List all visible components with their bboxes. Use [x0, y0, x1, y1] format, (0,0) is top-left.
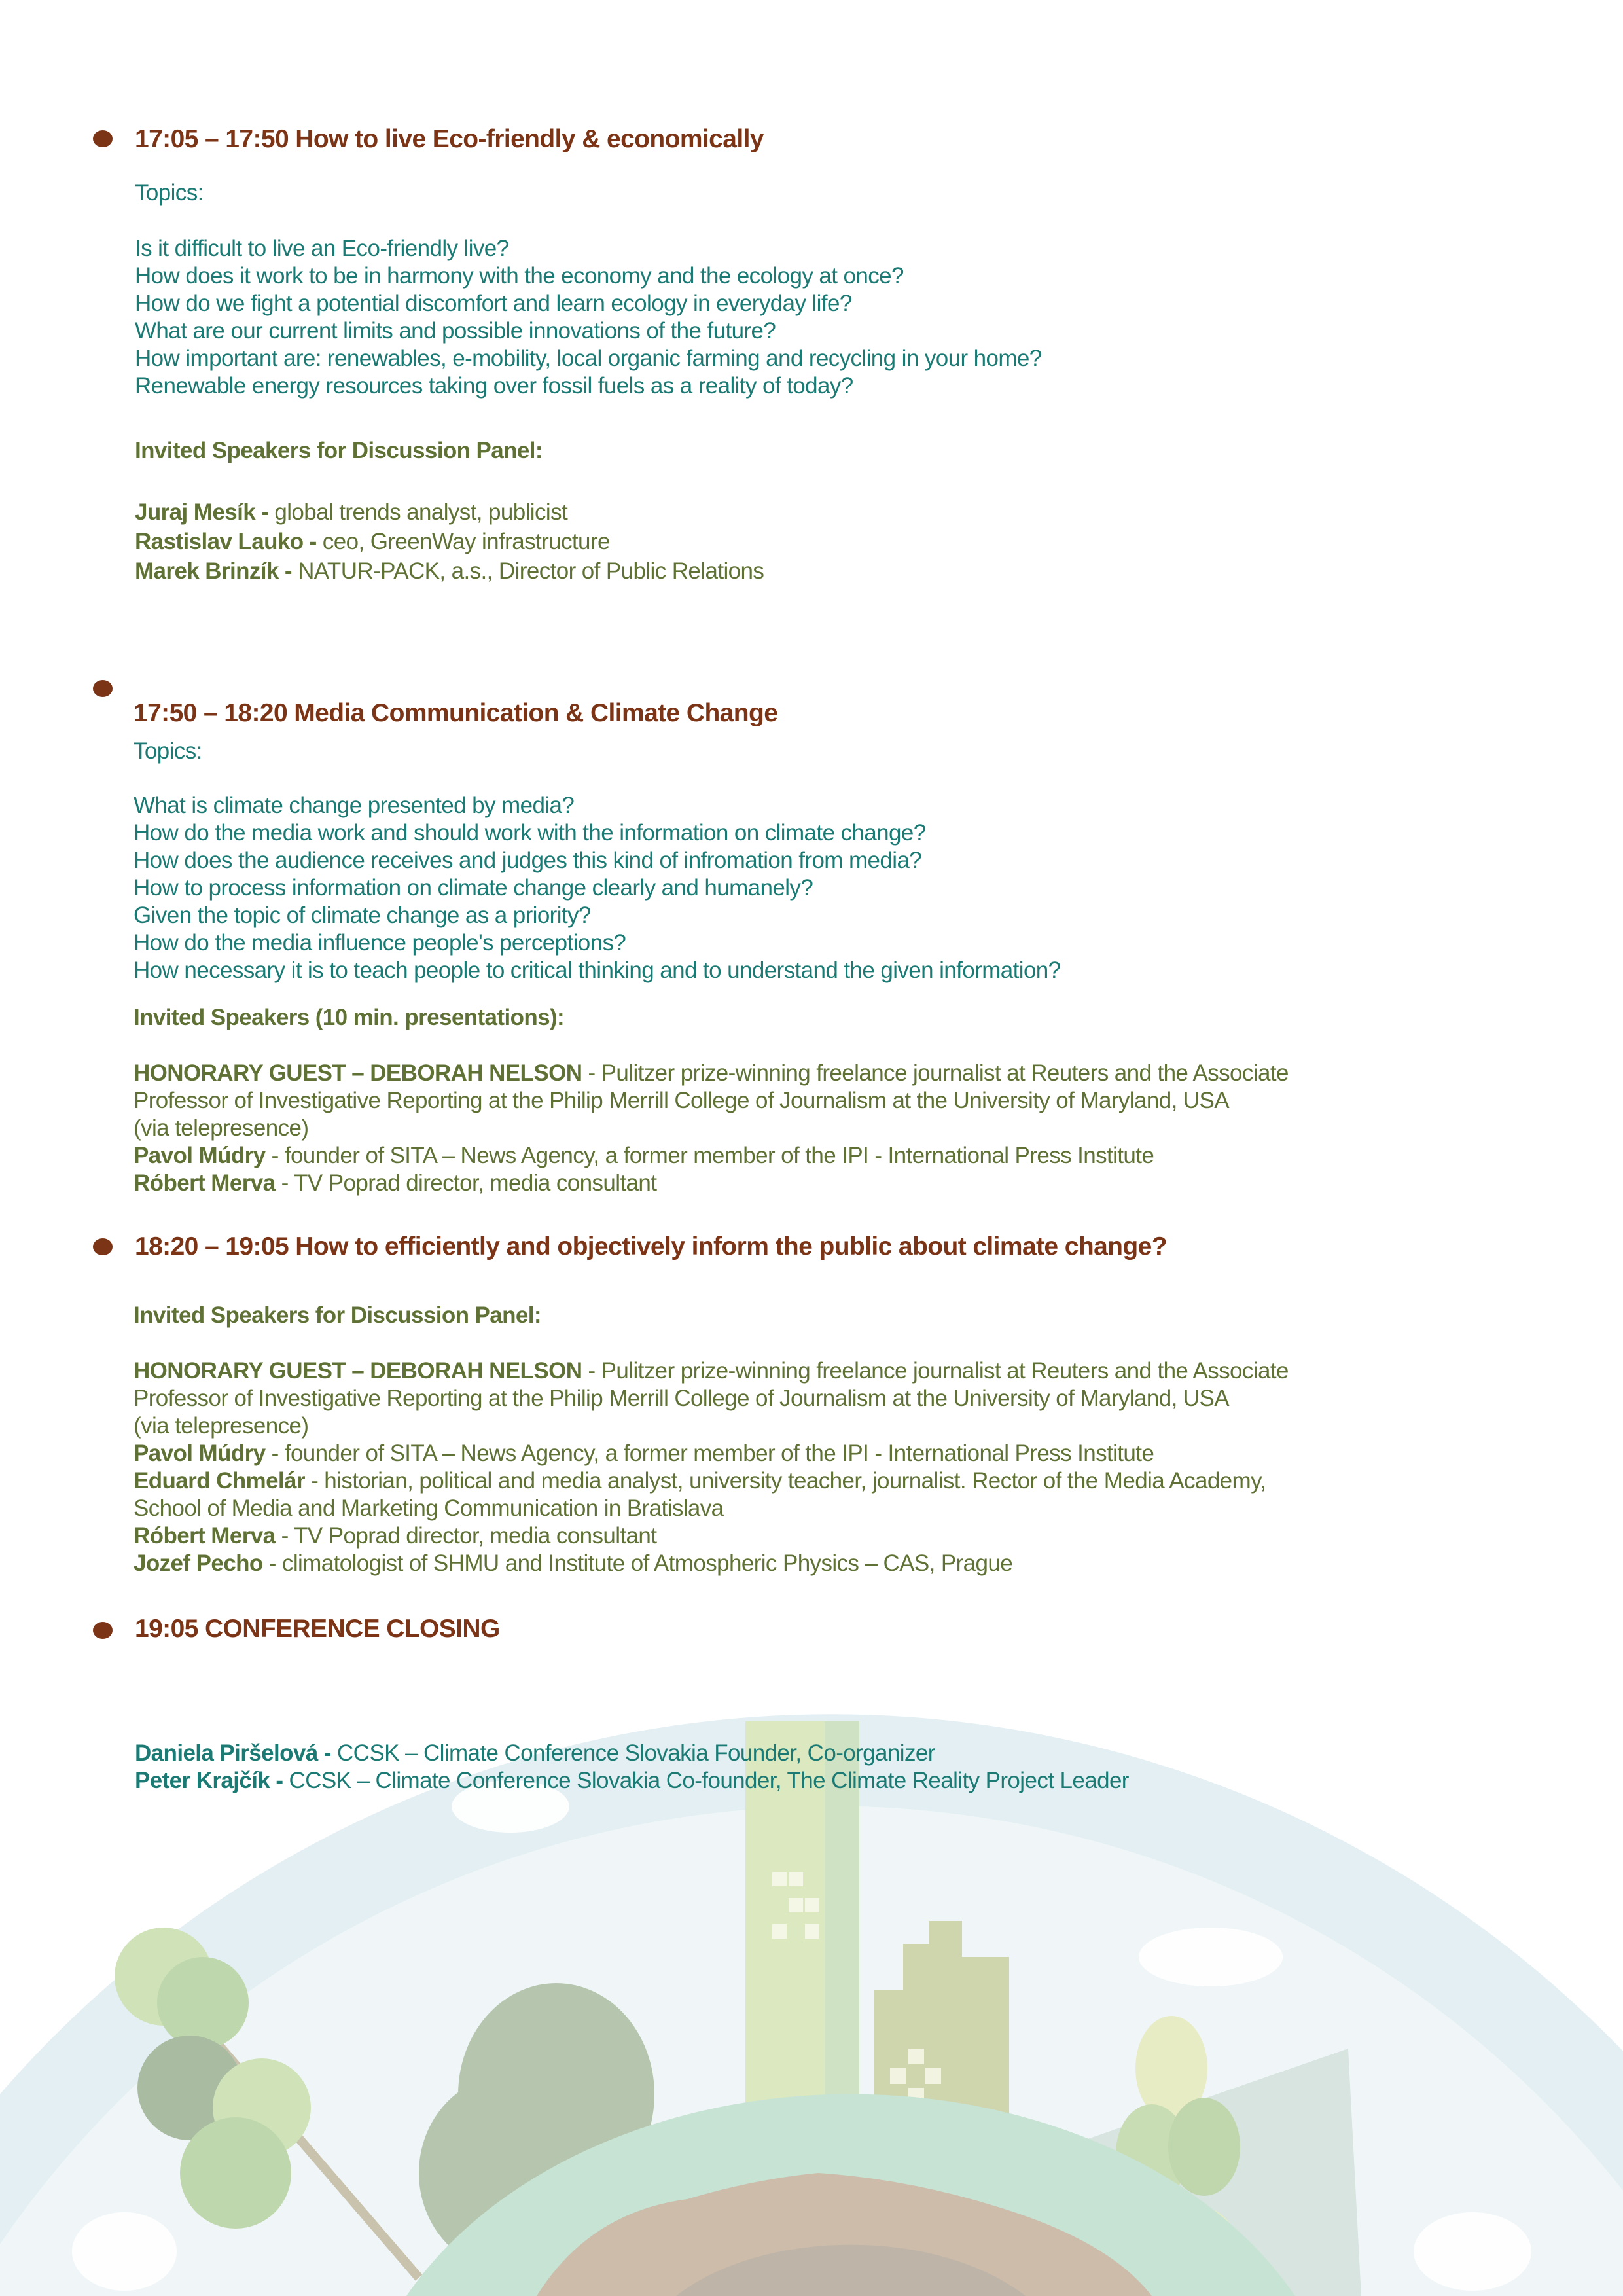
speaker-item: [134, 1550, 1289, 1577]
speaker-name: Peter Krajčík -: [135, 1768, 283, 1793]
speaker-desc: CCSK – Climate Conference Slovakia Founder, Co-organizer: [330, 1740, 935, 1766]
speaker-item-cont: (via telepresence): [134, 1413, 309, 1439]
speaker-item: [134, 1467, 1289, 1495]
speakers-label: Invited Speakers for Discussion Panel:: [134, 1302, 541, 1328]
speaker-name: Daniela Piršelová -: [135, 1740, 331, 1766]
speaker-desc: - climatologist of SHMU and Institute of Atmospheric Physics – CAS, Prague: [262, 1551, 1013, 1576]
topic-item: How do the media work and should work with the information on climate change?: [134, 820, 926, 846]
speaker-item: [134, 1170, 1289, 1197]
speaker-item: [135, 497, 764, 527]
bullet-icon: [93, 1238, 113, 1255]
speaker-item-cont: Professor of Investigative Reporting at the Philip Merrill College of Journalism at the University of Maryland, USA: [134, 1088, 1229, 1113]
topics-list: [134, 792, 1061, 984]
speaker-item: [135, 556, 764, 586]
topic-item: What are our current limits and possible innovations of the future?: [135, 318, 776, 344]
speaker-name: Pavol Múdry: [134, 1441, 266, 1466]
speaker-desc: - founder of SITA – News Agency, a former member of the IPI - International Press Institute: [265, 1441, 1154, 1466]
speaker-desc: - Pulitzer prize-winning freelance journalist at Reuters and the Associate: [582, 1358, 1289, 1384]
topic-item: How does it work to be in harmony with the economy and the ecology at once?: [135, 263, 904, 289]
speaker-name: Marek Brinzík -: [135, 558, 292, 584]
topic-item: How necessary it is to teach people to critical thinking and to understand the given information?: [134, 958, 1061, 983]
topics-list: [135, 235, 1042, 400]
speaker-item: [134, 1142, 1289, 1170]
closing-speakers-list: [135, 1740, 1129, 1795]
topic-item: How to process information on climate change clearly and humanely?: [134, 875, 813, 901]
topic-item: How does the audience receives and judges this kind of infromation from media?: [134, 848, 922, 873]
speaker-desc: - TV Poprad director, media consultant: [275, 1523, 657, 1549]
topic-item: How do we fight a potential discomfort and learn ecology in everyday life?: [135, 291, 852, 316]
speaker-item: [134, 1522, 1289, 1550]
speakers-list: [135, 497, 764, 586]
topics-label: Topics:: [135, 180, 204, 206]
topic-item: Renewable energy resources taking over fossil fuels as a reality of today?: [135, 373, 853, 399]
speaker-item: [135, 1767, 1129, 1795]
bullet-icon: [93, 680, 113, 697]
speaker-item: [135, 1740, 1129, 1767]
speaker-item: [134, 1440, 1289, 1467]
topic-item: Given the topic of climate change as a priority?: [134, 903, 591, 928]
speakers-list: [134, 1060, 1289, 1197]
speaker-name: Jozef Pecho: [134, 1551, 263, 1576]
session-heading: 18:20 – 19:05 How to efficiently and objectively inform the public about climate change?: [135, 1232, 1167, 1261]
topic-item: How important are: renewables, e-mobility, local organic farming and recycling in your home?: [135, 346, 1042, 371]
session-heading: 17:05 – 17:50 How to live Eco-friendly & economically: [135, 125, 764, 153]
speaker-desc: - Pulitzer prize-winning freelance journalist at Reuters and the Associate: [582, 1060, 1289, 1086]
speaker-item-cont: (via telepresence): [134, 1115, 309, 1141]
speaker-desc: - historian, political and media analyst, university teacher, journalist. Rector of the Media Academy,: [304, 1468, 1266, 1494]
bullet-icon: [93, 1622, 113, 1639]
speaker-desc: CCSK – Climate Conference Slovakia Co-founder, The Climate Reality Project Leader: [283, 1768, 1129, 1793]
topic-item: Is it difficult to live an Eco-friendly live?: [135, 236, 509, 261]
speaker-item: [135, 527, 764, 556]
bullet-icon: [93, 130, 113, 147]
speaker-desc: global trends analyst, publicist: [268, 499, 568, 525]
topics-label: Topics:: [134, 738, 202, 764]
speakers-list: [134, 1357, 1289, 1577]
speaker-desc: NATUR-PACK, a.s., Director of Public Relations: [291, 558, 764, 584]
speaker-name: Pavol Múdry: [134, 1143, 266, 1168]
speaker-desc: ceo, GreenWay infrastructure: [316, 529, 610, 554]
speaker-name: HONORARY GUEST – DEBORAH NELSON: [134, 1060, 582, 1086]
speaker-name: Juraj Mesík -: [135, 499, 269, 525]
speaker-name: Róbert Merva: [134, 1523, 276, 1549]
speaker-item-cont: Professor of Investigative Reporting at the Philip Merrill College of Journalism at the University of Maryland, USA: [134, 1386, 1229, 1411]
speakers-label: Invited Speakers for Discussion Panel:: [135, 438, 543, 463]
speaker-name: Róbert Merva: [134, 1170, 276, 1196]
speaker-item-cont: School of Media and Marketing Communication in Bratislava: [134, 1496, 724, 1521]
session-heading: 17:50 – 18:20 Media Communication & Climate Change: [134, 699, 778, 727]
topic-item: What is climate change presented by media?: [134, 793, 575, 818]
speaker-desc: - TV Poprad director, media consultant: [275, 1170, 657, 1196]
topic-item: How do the media influence people's perceptions?: [134, 930, 626, 956]
speakers-label: Invited Speakers (10 min. presentations):: [134, 1005, 565, 1030]
speaker-item: [134, 1060, 1289, 1087]
speaker-name: Eduard Chmelár: [134, 1468, 305, 1494]
speaker-name: Rastislav Lauko -: [135, 529, 317, 554]
speaker-desc: - founder of SITA – News Agency, a former member of the IPI - International Press Institute: [265, 1143, 1154, 1168]
speaker-item: [134, 1357, 1289, 1385]
session-heading: 19:05 CONFERENCE CLOSING: [135, 1615, 500, 1643]
speaker-name: HONORARY GUEST – DEBORAH NELSON: [134, 1358, 582, 1384]
